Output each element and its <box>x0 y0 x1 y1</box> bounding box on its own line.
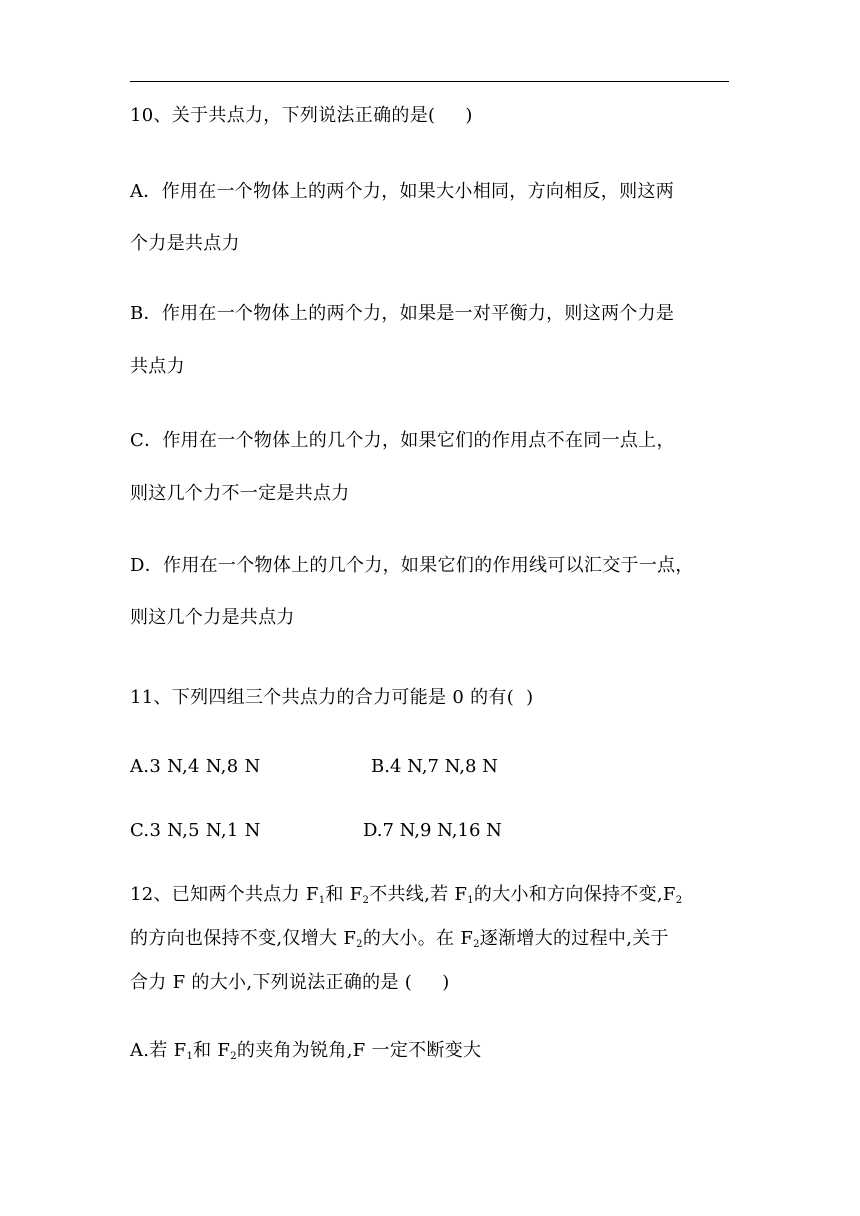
q10-option-d-line2: 则这几个力是共点力 <box>130 607 295 628</box>
q10-option-d-line1: D．作用在一个物体上的几个力，如果它们的作用线可以汇交于一点， <box>130 555 694 576</box>
q12-stem-line1: 12、已知两个共点力 $F_1$和 $F_2$不共线,若 $F_1$的大小和方向保持不变$,F_2$ <box>130 884 683 906</box>
q12-option-a: A.若 $F_1$和 $F_2$的夹角为锐角,F 一定不断变大 <box>130 1040 482 1062</box>
q10-option-c-line2: 则这几个力不一定是共点力 <box>130 483 350 504</box>
q10-option-a-line1: A．作用在一个物体上的两个力，如果大小相同，方向相反，则这两 <box>130 181 674 202</box>
q11-option-c: C.3 N,5 N,1 N <box>130 820 261 841</box>
q11-option-b: B.4 N,7 N,8 N <box>371 756 498 777</box>
q12-stem-line3: 合力 F 的大小,下列说法正确的是 ( ) <box>130 972 450 993</box>
q11-option-d: D.7 N,9 N,16 N <box>363 820 502 841</box>
q11-stem: 11、下列四组三个共点力的合力可能是 0 的有( ) <box>130 687 534 708</box>
q10-option-b-line1: B．作用在一个物体上的两个力，如果是一对平衡力，则这两个力是 <box>130 303 675 324</box>
q10-stem: 10、关于共点力，下列说法正确的是( ) <box>130 105 473 126</box>
q11-option-a: A.3 N,4 N,8 N <box>130 756 261 777</box>
q10-option-a-line2: 个力是共点力 <box>130 233 240 254</box>
header-rule <box>130 81 729 82</box>
q10-option-b-line2: 共点力 <box>130 356 185 377</box>
q12-stem-line2: 的方向也保持不变,仅增大 $F_2$的大小。在 $F_2$逐渐增大的过程中,关于 <box>130 928 669 950</box>
q10-option-c-line1: C．作用在一个物体上的几个力，如果它们的作用点不在同一点上， <box>130 430 675 451</box>
